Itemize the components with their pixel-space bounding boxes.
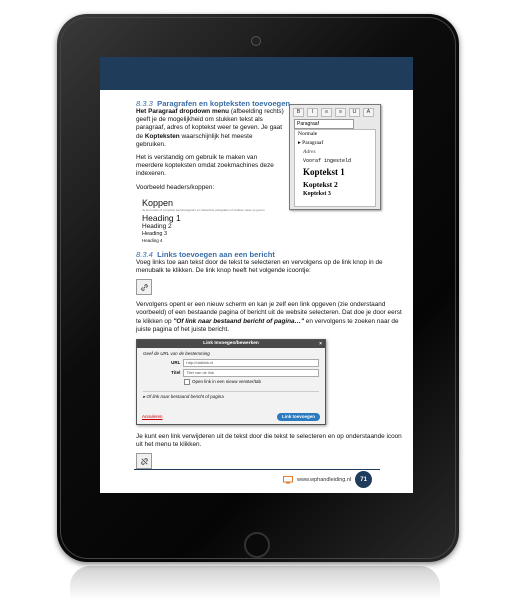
- url-row: [143, 359, 319, 367]
- option-heading-3: Koptekst 3: [303, 191, 331, 197]
- url-field: http://dablink.nl: [183, 359, 319, 367]
- paragraph-seo: Het is verstandig om gebruik te maken van meerdere kopteksten omdat zoekmachines deze indexeren.: [136, 154, 274, 178]
- header-bar: [100, 57, 413, 90]
- dialog-divider: [143, 391, 319, 392]
- footer-site: www.wphandleiding.nl: [297, 476, 352, 483]
- section-heading-834: 8.3.4 Links toevoegen aan een bericht: [136, 249, 275, 259]
- option-preformatted: Vooraf ingesteld: [303, 158, 352, 164]
- existing-content-toggle: ▸ Of link naar bestaand bericht of pagina: [143, 394, 224, 400]
- title-label: Titel: [171, 370, 181, 376]
- add-link-button: Link toevoegen: [277, 413, 320, 421]
- example-small-text: Je kunt tekst of complete berichtpagina's en hiërarchie paragrafen of stukken tekst op geven.: [142, 207, 266, 212]
- title-row: [143, 369, 319, 377]
- bold-icon: B: [293, 108, 304, 117]
- home-button[interactable]: [244, 532, 270, 558]
- page-footer: [283, 471, 372, 488]
- dialog-subtitle: Geef de URL van de bestemming: [143, 351, 210, 357]
- page-number: 71: [355, 471, 372, 488]
- example-heading-2: Heading 2: [142, 222, 172, 230]
- option-heading-1: Koptekst 1: [303, 167, 345, 177]
- option-address: Adres: [303, 149, 316, 155]
- url-label: URL: [171, 360, 181, 366]
- page-content: [136, 99, 406, 475]
- cancel-link: Annuleren: [142, 414, 163, 420]
- option-normal: Normale: [298, 131, 318, 137]
- example-heading-1: Heading 1: [142, 212, 181, 223]
- underline-icon: U: [349, 108, 360, 117]
- paragraph-links: Voeg links toe aan tekst door de tekst te selecteren en vervolgens op de link knop in de menubalk te klikken. De link knop heeft het volgende icoontje:: [136, 258, 383, 275]
- option-paragraph: ▸ Paragraaf: [298, 140, 324, 146]
- text-color-icon: A: [363, 108, 374, 117]
- heading-examples: [142, 198, 406, 244]
- monitor-icon: [283, 476, 293, 484]
- paragraph-remove-link: Je kunt een link verwijderen uit de tekst door die tekst te selecteren en op onderstaande icoon uit het menu te klikken.: [136, 433, 402, 449]
- footer-line: [134, 469, 380, 470]
- paragraph-example-label: Voorbeeld headers/koppen:: [136, 183, 215, 191]
- link-dialog-screenshot: [136, 339, 326, 425]
- italic-icon: I: [307, 108, 318, 117]
- close-icon: ×: [319, 341, 322, 348]
- option-heading-2: Koptekst 2: [303, 180, 338, 189]
- list-icon: ≡: [321, 108, 332, 117]
- paragraph-intro: Het Paragraaf dropdown menu (afbeelding rechts) geeft je de mogelijkheid om stukken tekst als paragraaf, adres of koptekst weer te geven. Je gaat de Kopteksten waarschijnlijk het meeste gebruiken.: [136, 108, 284, 148]
- link-icon: [136, 279, 152, 295]
- unlink-icon: [136, 453, 152, 469]
- camera-icon: [251, 36, 261, 46]
- title-field: Titel van de link: [183, 369, 319, 377]
- dialog-title: Link Invoegen/bewerken ×: [137, 340, 325, 348]
- paragraph-select: Paragraaf: [294, 119, 354, 129]
- paragraph-new-window: Vervolgens opent er een nieuw scherm en kan je zelf een link opgeven (zie onderstaand voorbeeld) of een bestaande pagina of bericht uit de website selecteren. Dat doe je door eerst te klikken op "Of link naar bestaand bericht of pagina…" en vervolgens te zoeken naar de juiste pagina of het juiste bericht.: [136, 301, 402, 333]
- section-heading-833: 8.3.3 Paragrafen en kopteksten toevoegen: [136, 99, 291, 108]
- screen: [100, 57, 413, 493]
- new-window-checkbox: Open link in een nieuw venster/tab: [184, 379, 319, 385]
- example-koppen: Koppen: [142, 197, 174, 208]
- checkbox-icon: [184, 379, 190, 385]
- example-heading-3: Heading 3: [142, 230, 168, 237]
- tablet-reflection: [70, 566, 440, 600]
- numbered-list-icon: ≡: [335, 108, 346, 117]
- example-heading-4: Heading 4: [142, 237, 163, 243]
